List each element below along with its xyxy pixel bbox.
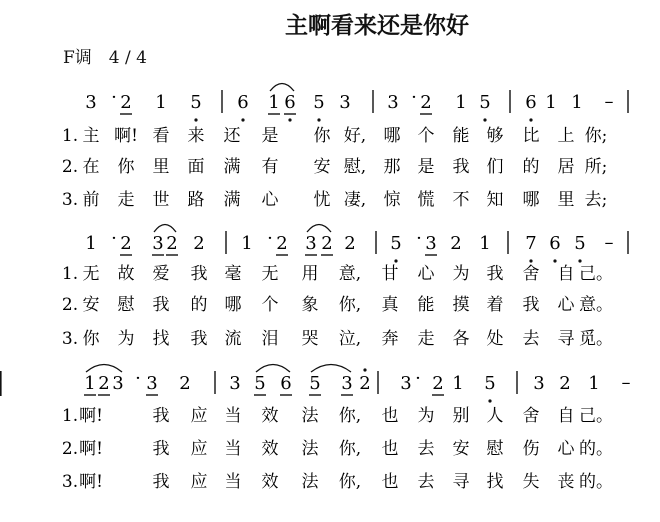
lyric-char: 看	[152, 126, 170, 146]
slur-arc	[256, 365, 290, 373]
lyric-char: 心	[261, 190, 279, 210]
lyric-char: 居	[557, 157, 575, 177]
lyric-char: 用	[301, 264, 319, 284]
note-digit: 3	[85, 92, 97, 113]
lyric-char: 无	[261, 264, 279, 284]
lyric-char: 个	[417, 126, 435, 146]
lyric-char: 你,	[338, 406, 362, 426]
lyric-char: 去	[417, 439, 435, 459]
lyric-char: 当	[224, 472, 242, 492]
lyric-char: 的	[190, 295, 208, 315]
lyric-char: 里	[557, 190, 575, 210]
lyric-char: 当	[224, 406, 242, 426]
note-digit: 3	[146, 373, 158, 394]
lyric-char: 有	[261, 157, 279, 177]
low-octave-dot	[529, 118, 532, 121]
lyric-char: 的。	[579, 439, 613, 459]
note-digit: 2	[193, 233, 205, 254]
lyric-char: 们	[486, 157, 504, 177]
lyric-char: 甘	[381, 264, 399, 284]
note-digit: 6	[280, 373, 292, 394]
note-digit: 1	[571, 92, 583, 113]
lyric-char: 寻	[452, 472, 470, 492]
lyric-char: 着	[486, 295, 504, 315]
lyric-char: 你	[82, 329, 100, 349]
verse-number: 3.	[61, 329, 79, 349]
note-digit: 6	[549, 233, 561, 254]
lyric-char: 泪	[261, 329, 279, 349]
note-digit: 2	[120, 92, 132, 113]
verse-number: 1.	[61, 126, 79, 146]
lyric-char: 自	[557, 264, 575, 284]
sustain-dash: –	[604, 91, 614, 112]
verse-number: 2.	[61, 439, 79, 459]
lyric-char: 找	[152, 329, 170, 349]
note-digit: 5	[484, 373, 496, 394]
lyric-char: 的。	[579, 472, 613, 492]
low-octave-dot	[394, 259, 397, 262]
lyric-char: 也	[381, 406, 399, 426]
key-signature: F调 4 / 4	[63, 48, 147, 68]
dot-extension: ·	[111, 228, 117, 249]
lyric-char: 还	[223, 126, 241, 146]
low-octave-dot	[553, 259, 556, 262]
note-digit: 2	[166, 233, 178, 254]
note-digit: 6	[284, 92, 296, 113]
verse-number: 1.	[61, 264, 79, 284]
dot-extension: ·	[416, 228, 422, 249]
lyric-char: 无	[82, 264, 100, 284]
dot-extension: ·	[111, 87, 117, 108]
lyric-char: 个	[261, 295, 279, 315]
note-digit: 3	[400, 373, 412, 394]
lyric-char: 惊	[383, 190, 401, 210]
note-digit: 3	[305, 233, 317, 254]
lyric-char: 前	[82, 190, 100, 210]
note-digit: 3	[112, 373, 124, 394]
lyric-char: 自	[557, 406, 575, 426]
lyric-char: 意。	[579, 295, 613, 315]
lyric-char: 真	[381, 295, 399, 315]
lyric-char: 够	[486, 126, 504, 146]
lyric-char: 效	[261, 439, 279, 459]
lyric-char: 我	[190, 264, 208, 284]
lyric-char: 人	[486, 406, 504, 426]
lyric-char: 比	[522, 126, 540, 146]
verse-number: 2.	[61, 295, 79, 315]
verse-number: 1.	[61, 406, 79, 426]
lyric-char: 主	[82, 126, 100, 146]
note-digit: 2	[432, 373, 444, 394]
lyric-char: 心	[557, 439, 575, 459]
note-digit: 2	[559, 373, 571, 394]
lyric-char: 你,	[338, 295, 362, 315]
lyric-char: 爱	[152, 264, 170, 284]
dot-extension: ·	[411, 87, 417, 108]
lyric-char: 不	[452, 190, 470, 210]
lyric-char: 来	[187, 126, 205, 146]
lyric-char: 摸	[452, 295, 470, 315]
lyric-char: 走	[117, 190, 135, 210]
note-digit: 3	[387, 92, 399, 113]
slur-arc	[154, 225, 176, 233]
lyric-char: 应	[190, 439, 208, 459]
lyric-char: 哪	[522, 190, 540, 210]
note-digit: 2	[321, 233, 333, 254]
lyric-char: 法	[301, 439, 319, 459]
lyric-char: 应	[190, 406, 208, 426]
lyric-char: 啊!	[114, 126, 138, 146]
lyric-char: 为	[452, 264, 470, 284]
lyric-char: 法	[301, 406, 319, 426]
high-octave-dot	[363, 368, 366, 371]
lyric-char: 故	[117, 264, 135, 284]
lyric-char: 上	[557, 126, 575, 146]
lyric-char: 里	[152, 157, 170, 177]
note-digit: 1	[241, 233, 253, 254]
lyric-char: 己。	[579, 406, 613, 426]
note-digit: 6	[525, 92, 537, 113]
low-octave-dot	[488, 399, 491, 402]
note-digit: 2	[98, 373, 110, 394]
lyric-char: 寻	[557, 329, 575, 349]
lyric-char: 我	[152, 439, 170, 459]
note-digit: 3	[341, 373, 353, 394]
lyric-char: 满	[223, 190, 241, 210]
lyric-char: 慌	[417, 190, 435, 210]
lyric-char: 所;	[584, 157, 608, 177]
lyric-char: 效	[261, 406, 279, 426]
lyric-char: 舍	[522, 264, 540, 284]
dot-extension: ·	[135, 368, 141, 389]
slur-arc	[270, 84, 294, 92]
verse-number: 2.	[61, 157, 79, 177]
note-digit: 1	[85, 233, 97, 254]
note-digit: 5	[313, 92, 325, 113]
note-digit: 2	[344, 233, 356, 254]
note-digit: 3	[152, 233, 164, 254]
note-digit: 5	[479, 92, 491, 113]
slur-arc	[86, 365, 122, 373]
lyric-char: 满	[223, 157, 241, 177]
lyric-char: 能	[452, 126, 470, 146]
lyric-char: 丧	[557, 472, 575, 492]
note-digit: 1	[588, 373, 600, 394]
lyric-char: 凄,	[343, 190, 367, 210]
lyric-char: 安	[313, 157, 331, 177]
note-digit: 1	[452, 373, 464, 394]
lyric-char: 安	[82, 295, 100, 315]
dot-extension: ·	[415, 368, 421, 389]
lyric-char: 慰,	[343, 157, 367, 177]
note-digit: 3	[425, 233, 437, 254]
note-digit: 2	[359, 373, 371, 394]
lyric-char: 泣,	[338, 329, 362, 349]
lyric-char: 为	[417, 406, 435, 426]
lyric-char: 慰	[486, 439, 504, 459]
lyric-char: 你	[313, 126, 331, 146]
lyric-char: 也	[381, 472, 399, 492]
note-digit: 1	[84, 373, 96, 394]
lyric-char: 应	[190, 472, 208, 492]
note-digit: 1	[455, 92, 467, 113]
lyric-char: 你;	[584, 126, 608, 146]
lyric-char: 我	[452, 157, 470, 177]
lyric-char: 能	[417, 295, 435, 315]
verse-number: 3.	[61, 190, 79, 210]
note-digit: 5	[190, 92, 202, 113]
lyric-char: 好,	[343, 126, 367, 146]
note-digit: 3	[533, 373, 545, 394]
lyric-char: 毫	[224, 264, 242, 284]
lyric-char: 哪	[224, 295, 242, 315]
song-title: 主啊看来还是你好	[285, 13, 469, 39]
lyric-char: 你	[117, 157, 135, 177]
lyric-char: 啊!	[79, 439, 103, 459]
lyric-char: 知	[486, 190, 504, 210]
lyric-char: 路	[187, 190, 205, 210]
low-octave-dot	[578, 259, 581, 262]
lyric-char: 是	[261, 126, 279, 146]
low-octave-dot	[317, 118, 320, 121]
low-octave-dot	[483, 118, 486, 121]
lyric-char: 奔	[381, 329, 399, 349]
lyric-char: 走	[417, 329, 435, 349]
low-octave-dot	[529, 259, 532, 262]
lyric-char: 法	[301, 472, 319, 492]
lyric-char: 你,	[338, 472, 362, 492]
lyric-char: 为	[117, 329, 135, 349]
note-digit: 5	[254, 373, 266, 394]
verse-number: 3.	[61, 472, 79, 492]
lyric-char: 啊!	[79, 472, 103, 492]
note-digit: 1	[268, 92, 280, 113]
lyric-char: 当	[224, 439, 242, 459]
lyric-char: 世	[152, 190, 170, 210]
lyric-char: 我	[522, 295, 540, 315]
note-digit: 3	[339, 92, 351, 113]
sustain-dash: –	[621, 372, 631, 393]
low-octave-dot	[241, 118, 244, 121]
lyric-char: 心	[557, 295, 575, 315]
lyric-char: 忧	[313, 190, 331, 210]
note-digit: 2	[450, 233, 462, 254]
note-digit: 1	[545, 92, 557, 113]
note-digit: 2	[276, 233, 288, 254]
dot-extension: ·	[267, 228, 273, 249]
lyric-char: 的	[522, 157, 540, 177]
note-digit: 7	[525, 233, 537, 254]
lyric-char: 处	[486, 329, 504, 349]
lyric-char: 你,	[338, 439, 362, 459]
lyric-char: 那	[383, 157, 401, 177]
note-digit: 6	[237, 92, 249, 113]
lyric-char: 伤	[522, 439, 540, 459]
lyric-char: 心	[417, 264, 435, 284]
lyric-char: 在	[82, 157, 100, 177]
lyric-char: 我	[152, 406, 170, 426]
lyric-char: 找	[486, 472, 504, 492]
lyric-char: 去	[522, 329, 540, 349]
lyric-char: 意,	[338, 264, 362, 284]
slur-arc	[307, 225, 331, 233]
note-digit: 1	[479, 233, 491, 254]
lyric-char: 哪	[383, 126, 401, 146]
lyric-char: 效	[261, 472, 279, 492]
lyric-char: 我	[486, 264, 504, 284]
lyric-char: 流	[224, 329, 242, 349]
lyric-char: 各	[452, 329, 470, 349]
low-octave-dot	[288, 118, 291, 121]
lyric-char: 觅。	[579, 329, 613, 349]
note-digit: 1	[155, 92, 167, 113]
lyric-char: 舍	[522, 406, 540, 426]
low-octave-dot	[194, 118, 197, 121]
lyric-char: 己。	[579, 264, 613, 284]
lyric-char: 也	[381, 439, 399, 459]
lyric-char: 失	[522, 472, 540, 492]
note-digit: 2	[120, 233, 132, 254]
sustain-dash: –	[604, 232, 614, 253]
note-digit: 5	[390, 233, 402, 254]
lyric-char: 慰	[117, 295, 135, 315]
lyric-char: 哭	[301, 329, 319, 349]
lyric-char: 安	[452, 439, 470, 459]
lyric-char: 面	[187, 157, 205, 177]
note-digit: 2	[420, 92, 432, 113]
lyric-char: 我	[190, 329, 208, 349]
lyric-char: 去;	[584, 190, 608, 210]
note-digit: 2	[179, 373, 191, 394]
lyric-char: 去	[417, 472, 435, 492]
note-digit: 3	[229, 373, 241, 394]
lyric-char: 是	[417, 157, 435, 177]
lyric-char: 象	[301, 295, 319, 315]
slur-arc	[311, 365, 351, 373]
note-digit: 5	[309, 373, 321, 394]
lyric-char: 我	[152, 472, 170, 492]
lyric-char: 别	[452, 406, 470, 426]
lyric-char: 啊!	[79, 406, 103, 426]
lyric-char: 我	[152, 295, 170, 315]
note-digit: 5	[574, 233, 586, 254]
